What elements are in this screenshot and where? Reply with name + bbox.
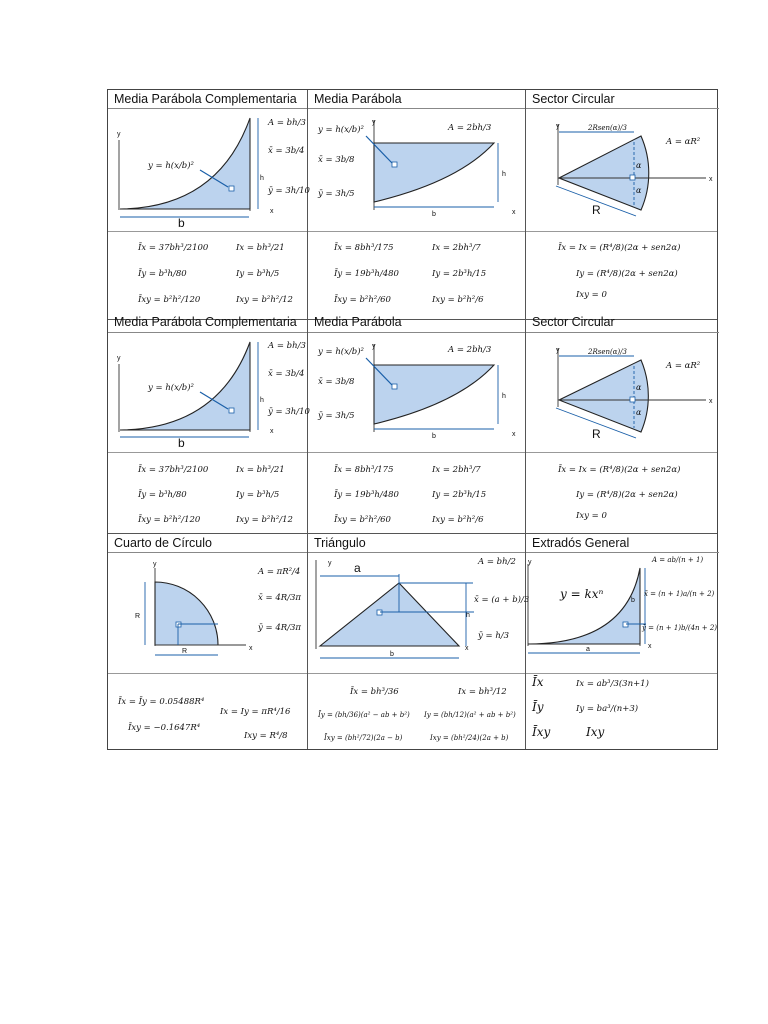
b-label: b — [631, 597, 635, 604]
cell-half-parabola-complement — [108, 90, 310, 319]
prop: Īxy = (bh²/72)(2a − b) — [324, 734, 403, 742]
prop: Ixy = b²h²/12 — [236, 295, 293, 305]
cell-circular-sector — [526, 312, 719, 534]
prop: Īy = (bh/36)(a² − ab + b²) — [318, 711, 410, 719]
x-label: x — [648, 643, 652, 650]
prop: Ixy = b²h²/6 — [432, 515, 484, 525]
alpha-label: α — [636, 161, 642, 170]
shaded-area — [374, 143, 494, 202]
ybar-formula: ȳ = 3h/10 — [268, 186, 310, 196]
prop: Ixy = 0 — [576, 290, 607, 300]
prop: Ix = 2bh³/7 — [432, 243, 481, 253]
prop: Ixy = b²h²/12 — [236, 515, 293, 525]
ybar-formula: ȳ = 3h/5 — [318, 189, 355, 199]
ybar-formula: ȳ = 3h/5 — [318, 411, 355, 421]
centroid-marker — [392, 384, 397, 389]
alpha-label: α — [636, 408, 642, 417]
cell-title: Sector Circular — [532, 315, 615, 329]
prop: Ix = 2bh³/7 — [432, 465, 481, 475]
x-label: x — [249, 645, 253, 652]
h-label: h — [260, 397, 264, 404]
prop: Ix = bh³/21 — [236, 465, 285, 475]
xbar-formula: x̄ = 3b/8 — [318, 377, 355, 387]
half-parabola-figure — [308, 90, 525, 319]
prop: Ixy = (bh²/24)(2a + b) — [430, 734, 509, 742]
cell-triangle — [308, 534, 530, 751]
prop: Iy = 2b³h/15 — [432, 490, 487, 500]
cell-circular-sector — [526, 90, 719, 319]
b-label: b — [178, 436, 185, 450]
cell-title: Media Parábola — [314, 92, 402, 106]
curve-equation: y = h(x/b)² — [148, 161, 194, 171]
xbar-formula: x̄ = 3b/8 — [318, 155, 355, 165]
prop: Īxy = −0.1647R⁴ — [128, 723, 201, 733]
ybar-formula: ȳ = (n + 1)b/(4n + 2) — [642, 624, 718, 632]
cell-title: Media Parábola — [314, 315, 402, 329]
alpha-label: α — [636, 383, 642, 392]
centroid-marker — [630, 397, 635, 402]
y-label: y — [528, 559, 532, 566]
prop: Īxy = b²h²/60 — [334, 515, 391, 525]
prop: Īy = 19b³h/480 — [334, 490, 399, 500]
x-label: x — [709, 176, 713, 183]
area-formula: A = bh/2 — [478, 557, 516, 567]
shaded-area — [155, 582, 218, 645]
cell-half-parabola — [308, 90, 525, 319]
ybar-formula: ȳ = 4R/3π — [258, 623, 301, 633]
prop: Ixy = 0 — [576, 511, 607, 521]
curve-equation: y = h(x/b)² — [148, 383, 194, 393]
cell-title: Cuarto de Círculo — [114, 536, 212, 550]
general-spandrel-figure — [526, 534, 719, 751]
prop: Īx = 8bh³/175 — [334, 243, 394, 253]
xbar-formula: x̄ = (n + 1)a/(n + 2) — [644, 590, 715, 598]
cell-general-spandrel — [526, 534, 719, 751]
prop: Ixy — [586, 725, 605, 739]
cell-half-parabola — [308, 312, 525, 534]
centroid-marker — [623, 622, 628, 627]
prop: Īx = Ix = (R⁴/8)(2α + sen2α) — [558, 465, 681, 475]
shaded-area — [528, 568, 640, 644]
centroid-marker — [630, 175, 635, 180]
prop: Īxy = b²h²/120 — [138, 295, 201, 305]
half-parabola-figure — [308, 312, 525, 534]
b-label: b — [432, 433, 436, 440]
prop: Īy = b³h/80 — [138, 269, 187, 279]
R-side-label: R — [135, 613, 141, 620]
prop: Ix = bh³/12 — [458, 687, 507, 697]
prop: Īxy — [532, 725, 551, 739]
area-formula: A = πR²/4 — [258, 567, 301, 577]
prop: Ixy = R⁴/8 — [244, 731, 288, 741]
area-formula: A = αR² — [666, 361, 701, 371]
y-label: y — [372, 119, 376, 126]
curve-equation: y = h(x/b)² — [318, 347, 364, 357]
ybar-formula: ȳ = 3h/10 — [268, 407, 310, 417]
y-label: y — [153, 561, 157, 568]
xbar-formula: x̄ = (a + b)/3 — [474, 595, 530, 605]
y-label: y — [117, 131, 121, 138]
prop: Iy = ba³/(n+3) — [576, 704, 639, 714]
prop: Īx = 37bh³/2100 — [138, 465, 209, 475]
y-label: y — [328, 560, 332, 567]
x-label: x — [270, 428, 274, 435]
half-parabola-complement-figure — [108, 90, 310, 319]
R-label: R — [592, 203, 601, 217]
a-label: a — [354, 561, 361, 575]
prop: Īx — [532, 675, 544, 689]
area-formula: A = 2bh/3 — [448, 123, 492, 133]
area-formula: A = bh/3 — [268, 341, 306, 351]
formula-table — [107, 89, 718, 750]
b-label: b — [432, 211, 436, 218]
area-formula: A = bh/3 — [268, 118, 306, 128]
prop: Ix = bh³/21 — [236, 243, 285, 253]
cell-title: Sector Circular — [532, 92, 615, 106]
prop: Īy = b³h/80 — [138, 490, 187, 500]
ybar-formula: ȳ = h/3 — [478, 631, 510, 641]
x-label: x — [512, 209, 516, 216]
h-label: h — [502, 393, 506, 400]
h-label: h — [260, 175, 264, 182]
cell-title: Triángulo — [314, 536, 366, 550]
area-formula: A = ab/(n + 1) — [652, 556, 704, 564]
prop: Īx = 37bh³/2100 — [138, 243, 209, 253]
centroid-marker — [377, 610, 382, 615]
x-label: x — [270, 208, 274, 215]
cell-title: Extradós General — [532, 536, 630, 550]
y-label: y — [372, 343, 376, 350]
centroid-marker — [392, 162, 397, 167]
cell-title: Media Parábola Complementaria — [114, 92, 297, 106]
curve-equation: y = h(x/b)² — [318, 125, 364, 135]
prop: Iy = (bh/12)(a² + ab + b²) — [424, 711, 516, 719]
prop: Īx = Īy = 0.05488R⁴ — [118, 697, 205, 707]
h-label: h — [502, 171, 506, 178]
R-label: R — [592, 427, 601, 441]
area-formula: A = 2bh/3 — [448, 345, 492, 355]
prop: Iy = 2b³h/15 — [432, 269, 487, 279]
half-parabola-complement-figure — [108, 312, 310, 534]
chord-formula: 2Rsen(α)/3 — [588, 348, 627, 356]
xbar-formula: x̄ = 3b/4 — [268, 146, 305, 156]
prop: Iy = b³h/5 — [236, 269, 280, 279]
xbar-formula: x̄ = 4R/3π — [258, 593, 301, 603]
b-label: b — [390, 651, 394, 658]
centroid-marker — [176, 622, 181, 627]
prop: Īxy = b²h²/60 — [334, 295, 391, 305]
curve-equation: y = kxⁿ — [560, 587, 604, 601]
xbar-formula: x̄ = 3b/4 — [268, 369, 305, 379]
y-label: y — [556, 123, 560, 130]
quarter-circle-figure — [108, 534, 307, 751]
centroid-marker — [229, 408, 234, 413]
prop: Iy = (R⁴/8)(2α + sen2α) — [576, 490, 678, 500]
prop: Ix = Iy = πR⁴/16 — [220, 707, 291, 717]
x-label: x — [512, 431, 516, 438]
h-label: h — [466, 612, 470, 619]
shaded-area — [559, 360, 648, 432]
shaded-area — [374, 365, 494, 424]
prop: Iy = b³h/5 — [236, 490, 280, 500]
x-label: x — [465, 645, 469, 652]
prop: Iy = (R⁴/8)(2α + sen2α) — [576, 269, 678, 279]
area-formula: A = αR² — [666, 137, 701, 147]
circular-sector-figure — [526, 90, 719, 319]
circular-sector-figure — [526, 312, 719, 534]
a-label: a — [586, 646, 590, 653]
cell-half-parabola-complement — [108, 312, 310, 534]
chord-formula: 2Rsen(α)/3 — [588, 124, 627, 132]
shaded-area — [559, 136, 649, 210]
prop: Īxy = b²h²/120 — [138, 515, 201, 525]
x-label: x — [709, 398, 713, 405]
prop: Īy = 19b³h/480 — [334, 269, 399, 279]
prop: Īy — [532, 700, 544, 714]
cell-title: Media Parábola Complementaria — [114, 315, 297, 329]
b-label: b — [178, 216, 185, 230]
cell-quarter-circle — [108, 534, 307, 751]
R-bottom-label: R — [182, 648, 188, 655]
prop: Ixy = b²h²/6 — [432, 295, 484, 305]
alpha-label: α — [636, 186, 642, 195]
prop: Īx = bh³/36 — [350, 687, 399, 697]
prop: Īx = 8bh³/175 — [334, 465, 394, 475]
prop: Ix = ab³/3(3n+1) — [576, 679, 649, 689]
y-label: y — [117, 355, 121, 362]
prop: Īx = Ix = (R⁴/8)(2α + sen2α) — [558, 243, 681, 253]
y-label: y — [556, 347, 560, 354]
triangle-figure — [308, 534, 530, 751]
shaded-area — [320, 583, 459, 646]
centroid-marker — [229, 186, 234, 191]
